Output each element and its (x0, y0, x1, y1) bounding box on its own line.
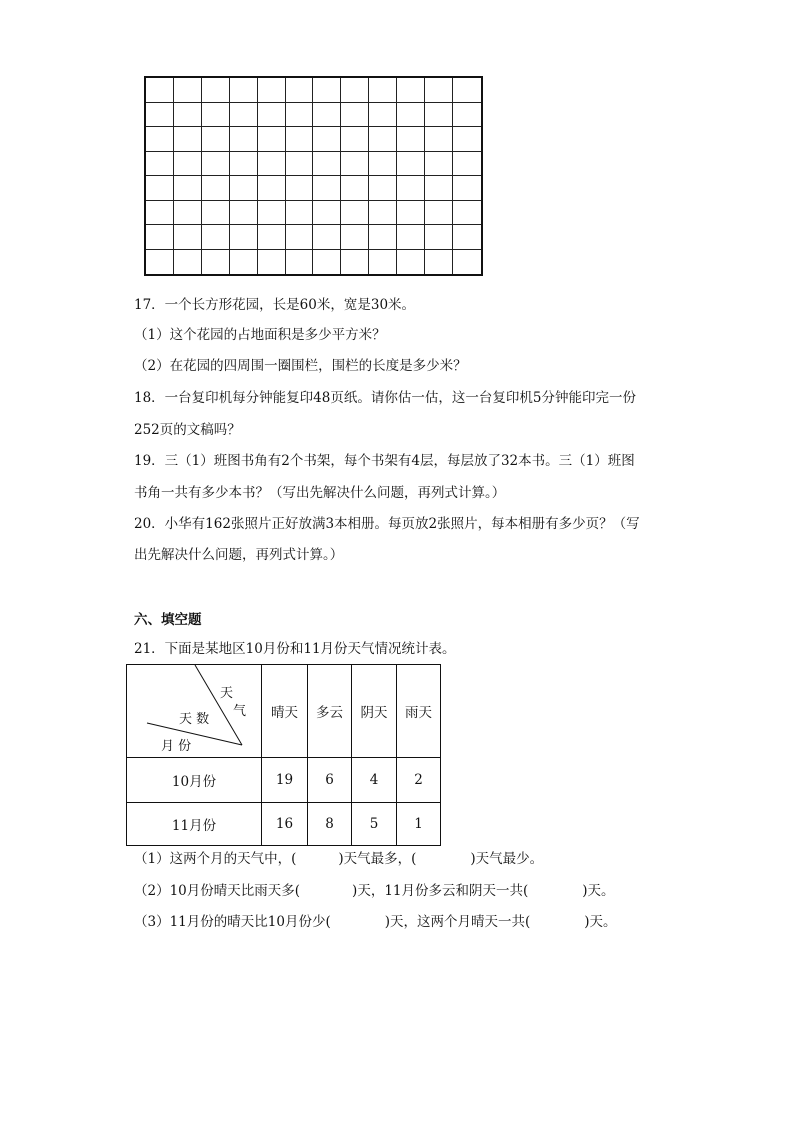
grid-cell (425, 103, 453, 128)
q21-part2-a: （2）10月份晴天比雨天多( (134, 883, 301, 899)
grid-cell (341, 250, 369, 275)
grid-cell (453, 103, 481, 128)
grid-cell (397, 201, 425, 226)
grid-cell (341, 127, 369, 152)
grid-cell (258, 250, 286, 275)
grid-cell (341, 152, 369, 177)
diagonal-header-cell (127, 665, 262, 758)
q17-part2: （2）在花园的四周围一圈围栏，围栏的长度是多少米？ (134, 358, 467, 374)
grid-cell (313, 127, 341, 152)
grid-cell (313, 152, 341, 177)
grid-cell (369, 152, 397, 177)
grid-cell (202, 152, 230, 177)
grid-cell (397, 78, 425, 103)
grid-cell (230, 152, 258, 177)
grid-cell (146, 127, 174, 152)
header-cloudy: 多云 (308, 665, 352, 758)
q21-part3-c: )天。 (584, 914, 617, 930)
grid-cell (313, 250, 341, 275)
header-sunny: 晴天 (262, 665, 308, 758)
grid-cell (341, 225, 369, 250)
grid-cell (286, 78, 314, 103)
grid-cell (146, 201, 174, 226)
table-row (127, 758, 441, 803)
grid-cell (230, 225, 258, 250)
header-overcast: 阴天 (352, 665, 397, 758)
grid-cell (341, 176, 369, 201)
grid-cell (425, 250, 453, 275)
grid-cell (341, 103, 369, 128)
q18-line1: 18．一台复印机每分钟能复印48页纸。请你估一估，这一台复印机5分钟能印完一份 (134, 390, 636, 406)
grid-cell (397, 250, 425, 275)
q21-part3-a: （3）11月份的晴天比10月份少( (134, 914, 331, 930)
grid-cell (425, 78, 453, 103)
table-cell: 19 (262, 758, 308, 803)
table-cell: 4 (352, 758, 397, 803)
q21-part3-b: )天，这两个月晴天一共( (384, 914, 531, 930)
grid-cell (146, 103, 174, 128)
row-label: 11月份 (127, 803, 262, 846)
q17-stem: 17．一个长方形花园，长是60米，宽是30米。 (134, 297, 416, 313)
grid-cell (174, 127, 202, 152)
grid-cell (174, 78, 202, 103)
grid-cell (313, 225, 341, 250)
grid-cell (397, 176, 425, 201)
grid-cell (313, 176, 341, 201)
grid-cell (202, 250, 230, 275)
grid-cell (369, 127, 397, 152)
grid-cell (313, 201, 341, 226)
q20-line1: 20．小华有162张照片正好放满3本相册。每页放2张照片，每本相册有多少页？（写 (134, 516, 640, 532)
grid-cell (146, 78, 174, 103)
grid-cell (202, 78, 230, 103)
q21-part1-c: )天气最少。 (470, 851, 544, 867)
grid-cell (425, 201, 453, 226)
grid-cell (397, 103, 425, 128)
table-cell: 2 (397, 758, 441, 803)
grid-cell (369, 201, 397, 226)
grid-cell (202, 201, 230, 226)
grid-cell (425, 176, 453, 201)
grid-cell (369, 103, 397, 128)
grid-cell (146, 176, 174, 201)
table-cell: 1 (397, 803, 441, 846)
corner-weather-2: 气 (233, 704, 247, 719)
grid-cell (230, 103, 258, 128)
q21-part2-c: )天。 (582, 883, 615, 899)
table-cell: 6 (308, 758, 352, 803)
grid-cell (174, 176, 202, 201)
table-cell: 8 (308, 803, 352, 846)
grid-cell (425, 225, 453, 250)
grid-cell (453, 176, 481, 201)
table-cell: 5 (352, 803, 397, 846)
q21-part1 (134, 850, 543, 868)
grid-cell (202, 176, 230, 201)
grid-cell (174, 250, 202, 275)
grid-cell (174, 152, 202, 177)
table-cell: 16 (262, 803, 308, 846)
grid-cell (397, 127, 425, 152)
grid-cell (453, 201, 481, 226)
grid-cell (286, 103, 314, 128)
grid-cell (369, 225, 397, 250)
grid-cell (258, 78, 286, 103)
q19-line2: 书角一共有多少本书？（写出先解决什么问题，再列式计算。） (134, 485, 506, 501)
grid-cell (174, 103, 202, 128)
grid-cell (230, 201, 258, 226)
grid-cell (286, 127, 314, 152)
grid-cell (286, 225, 314, 250)
grid-cell (286, 152, 314, 177)
row-label: 10月份 (127, 758, 262, 803)
grid-cell (258, 176, 286, 201)
grid-cell (146, 225, 174, 250)
grid-cell (341, 201, 369, 226)
grid-cell (286, 176, 314, 201)
grid-cell (202, 225, 230, 250)
q21-part3 (134, 913, 617, 931)
grid-cell (286, 201, 314, 226)
grid-cell (453, 152, 481, 177)
grid-cell (286, 250, 314, 275)
grid-cell (369, 78, 397, 103)
q19-line1: 19．三（1）班图书角有2个书架，每个书架有4层，每层放了32本书。三（1）班图 (134, 453, 635, 469)
grid-cell (258, 225, 286, 250)
grid-cell (258, 201, 286, 226)
grid-cell (397, 152, 425, 177)
corner-month: 月 份 (161, 739, 192, 754)
grid-cell (453, 250, 481, 275)
grid-cell (313, 78, 341, 103)
section-title: 六、填空题 (134, 612, 202, 628)
grid-cell (453, 225, 481, 250)
grid-cell (453, 78, 481, 103)
q21-part2-b: )天，11月份多云和阴天一共( (352, 883, 529, 899)
grid-cell (258, 152, 286, 177)
grid-cell (369, 250, 397, 275)
grid-cell (202, 103, 230, 128)
square-grid (144, 76, 483, 276)
grid-cell (258, 127, 286, 152)
q21-part1-a: （1）这两个月的天气中，( (134, 851, 297, 867)
grid-cell (146, 250, 174, 275)
corner-days: 天 数 (179, 712, 210, 727)
grid-cell (146, 152, 174, 177)
q21-stem: 21．下面是某地区10月份和11月份天气情况统计表。 (134, 641, 456, 657)
weather-table (126, 664, 441, 846)
header-rainy: 雨天 (397, 665, 441, 758)
grid-cell (313, 103, 341, 128)
grid-cell (230, 78, 258, 103)
q18-line2: 252页的文稿吗？ (134, 422, 241, 438)
grid-cell (230, 176, 258, 201)
grid-cell (230, 127, 258, 152)
grid-cell (453, 127, 481, 152)
grid-cell (202, 127, 230, 152)
grid-cell (230, 250, 258, 275)
grid-cell (174, 225, 202, 250)
grid-cell (369, 176, 397, 201)
grid-cell (174, 201, 202, 226)
q21-part1-b: )天气最多，( (338, 851, 417, 867)
q20-line2: 出先解决什么问题，再列式计算。） (134, 547, 344, 563)
grid-cell (425, 127, 453, 152)
table-row (127, 803, 441, 846)
q17-part1: （1）这个花园的占地面积是多少平方米？ (134, 327, 386, 343)
grid-cell (425, 152, 453, 177)
grid-cell (258, 103, 286, 128)
corner-weather-1: 天 (220, 686, 234, 701)
grid-cell (397, 225, 425, 250)
grid-cell (341, 78, 369, 103)
q21-part2 (134, 882, 615, 900)
